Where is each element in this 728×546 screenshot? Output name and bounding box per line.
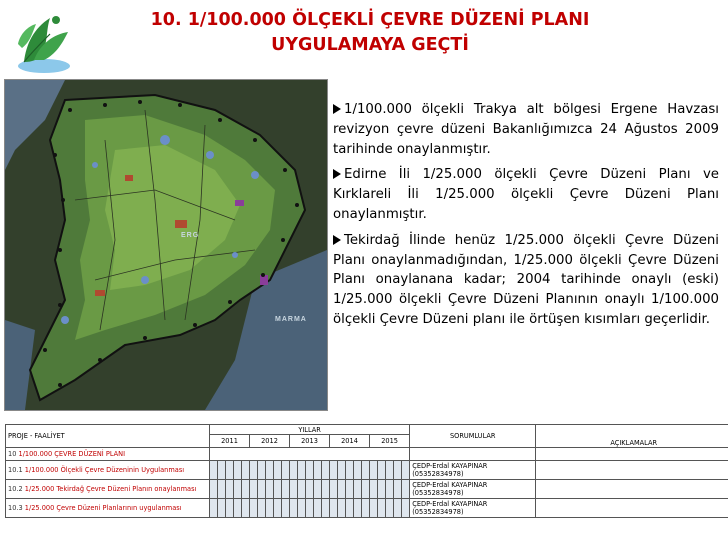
timeline-cell xyxy=(378,499,386,518)
section-cell xyxy=(6,448,210,461)
table-row xyxy=(6,499,728,518)
row-notes xyxy=(536,461,728,480)
timeline-cell xyxy=(290,480,298,499)
timeline-cell xyxy=(338,461,346,480)
timeline-cell xyxy=(362,480,370,499)
timeline-cell xyxy=(314,499,322,518)
timeline-cell xyxy=(274,461,282,480)
row-number: 10.1 xyxy=(8,466,23,474)
row-activity xyxy=(6,480,210,499)
row-responsible: ÇEDP-Erdal KAYAPINAR (05352834978) xyxy=(410,461,536,480)
title-line-2: UYGULAMAYA GEÇTİ xyxy=(271,35,469,55)
timeline-cell xyxy=(378,461,386,480)
table-section-row xyxy=(6,448,728,461)
timeline-cell xyxy=(362,499,370,518)
timeline-cell xyxy=(346,480,354,499)
timeline-cell xyxy=(266,461,274,480)
timeline-cell xyxy=(306,461,314,480)
timeline-cell xyxy=(354,480,362,499)
logo xyxy=(4,4,78,78)
bullet-text: Edirne İli 1/25.000 ölçekli Çevre Düzeni Planı ve Kırklareli İli 1/25.000 ölçekli Çevre Düzeni Planı onaylanmıştır. xyxy=(333,167,719,222)
timeline-cell xyxy=(402,480,410,499)
timeline-cell xyxy=(234,480,242,499)
timeline-cell xyxy=(322,480,330,499)
timeline-cell xyxy=(322,461,330,480)
timeline-cell xyxy=(218,480,226,499)
timeline-cell xyxy=(338,480,346,499)
map-label-marma: MARMA xyxy=(275,316,307,323)
timeline-cell xyxy=(274,499,282,518)
timeline-cell xyxy=(210,461,218,480)
table-row xyxy=(6,461,728,480)
timeline-cell xyxy=(226,499,234,518)
section-number: 10 xyxy=(8,450,17,458)
timeline-cell xyxy=(330,461,338,480)
row-notes xyxy=(536,480,728,499)
map-label-erg: ERG xyxy=(181,232,200,239)
bullet-item xyxy=(333,100,719,159)
timeline-cell xyxy=(370,461,378,480)
section-empty-responsible xyxy=(410,448,536,461)
timeline-cell xyxy=(266,499,274,518)
timeline-cell xyxy=(234,461,242,480)
timeline-cell xyxy=(346,461,354,480)
timeline-cell xyxy=(290,461,298,480)
timeline-cell xyxy=(378,480,386,499)
timeline-cell xyxy=(242,480,250,499)
map-graphic xyxy=(5,80,327,410)
timeline-cell xyxy=(282,499,290,518)
row-responsible: ÇEDP-Erdal KAYAPINAR (05352834978) xyxy=(410,499,536,518)
timeline-cell xyxy=(266,480,274,499)
row-activity xyxy=(6,499,210,518)
timeline-cell xyxy=(402,461,410,480)
timeline-cell xyxy=(242,461,250,480)
timeline-cell xyxy=(386,480,394,499)
timeline-cell xyxy=(306,480,314,499)
timeline-cell xyxy=(314,480,322,499)
timeline-cell xyxy=(282,480,290,499)
arrow-bullet-icon xyxy=(333,169,341,179)
timeline-cell xyxy=(290,499,298,518)
timeline-cell xyxy=(394,499,402,518)
timeline-cell xyxy=(226,480,234,499)
timeline-cell xyxy=(386,461,394,480)
bullet-text: 1/100.000 ölçekli Trakya alt bölgesi Ergene Havzası revizyon çevre düzeni Bakanlığımızca 24 Ağustos 2009 tarihinde onaylanmıştır. xyxy=(333,102,719,157)
timeline-cell xyxy=(354,499,362,518)
section-label: 1/100.000 ÇEVRE DÜZENİ PLANI xyxy=(18,450,126,458)
timeline-cell xyxy=(226,461,234,480)
timeline-cell xyxy=(218,499,226,518)
timeline-cell xyxy=(274,480,282,499)
table-header-row xyxy=(6,425,728,435)
leaf-logo-icon xyxy=(4,4,78,78)
year-2011: 2011 xyxy=(210,435,250,448)
header-years: YILLAR xyxy=(210,425,410,435)
bullet-item xyxy=(333,231,719,330)
table-row xyxy=(6,480,728,499)
timeline-cell xyxy=(242,499,250,518)
header-responsible: SORUMLULAR xyxy=(410,425,536,448)
title-line-1: 10. 1/100.000 ÖLÇEKLİ ÇEVRE DÜZENİ PLANI xyxy=(150,10,590,30)
section-empty xyxy=(210,448,410,461)
timeline-cell xyxy=(322,499,330,518)
arrow-bullet-icon xyxy=(333,104,341,114)
header-project: PROJE - FAALİYET xyxy=(6,425,210,448)
row-number: 10.3 xyxy=(8,504,23,512)
timeline-cell xyxy=(386,499,394,518)
timeline-cell xyxy=(338,499,346,518)
row-number: 10.2 xyxy=(8,485,23,493)
timeline-cell xyxy=(314,461,322,480)
header-notes: AÇIKLAMALAR xyxy=(536,425,728,448)
row-label: 1/25.000 Çevre Düzeni Planlarının uygulanması xyxy=(24,504,182,512)
row-responsible: ÇEDP-Erdal KAYAPINAR (05352834978) xyxy=(410,480,536,499)
timeline-cell xyxy=(282,461,290,480)
timeline-cell xyxy=(250,499,258,518)
timeline-cell xyxy=(362,461,370,480)
timeline-cell xyxy=(258,461,266,480)
row-label: 1/100.000 Ölçekli Çevre Düzeninin Uygulanması xyxy=(24,466,185,474)
timeline-cell xyxy=(402,499,410,518)
timeline-cell xyxy=(298,480,306,499)
year-2014: 2014 xyxy=(330,435,370,448)
timeline-cell xyxy=(258,480,266,499)
row-label: 1/25.000 Tekirdağ Çevre Düzeni Planın onaylanması xyxy=(24,485,197,493)
bullet-item xyxy=(333,165,719,224)
arrow-bullet-icon xyxy=(333,235,341,245)
timeline-cell xyxy=(370,499,378,518)
timeline-cell xyxy=(346,499,354,518)
year-2015: 2015 xyxy=(370,435,410,448)
slide-title xyxy=(90,8,650,58)
section-empty-notes xyxy=(536,448,728,461)
timeline-cell xyxy=(354,461,362,480)
timeline-cell xyxy=(306,499,314,518)
year-2013: 2013 xyxy=(290,435,330,448)
timeline-cell xyxy=(250,480,258,499)
bullet-text: Tekirdağ İlinde henüz 1/25.000 ölçekli Çevre Düzeni Planı onaylanmadığından, 1/25.000 ölçekli Çevre Düzeni Planı onaylanana kadar; 2004 tarihinde onaylı (eski) 1/25.000 ölçekli Çevre Düzeni Planının onaylı 1/100.000 ölçekli Çevre Düzeni planı ile örtüşen kısımları geçerlidir. xyxy=(333,232,719,327)
timeline-cell xyxy=(370,480,378,499)
row-activity xyxy=(6,461,210,480)
timeline-cell xyxy=(258,499,266,518)
row-notes xyxy=(536,499,728,518)
timeline-cell xyxy=(210,499,218,518)
timeline-cell xyxy=(298,461,306,480)
timeline-cell xyxy=(330,480,338,499)
year-2012: 2012 xyxy=(250,435,290,448)
timeline-cell xyxy=(210,480,218,499)
timeline-cell xyxy=(250,461,258,480)
project-schedule-table xyxy=(5,424,728,518)
timeline-cell xyxy=(330,499,338,518)
timeline-cell xyxy=(218,461,226,480)
timeline-cell xyxy=(298,499,306,518)
bullet-list xyxy=(333,100,719,336)
timeline-cell xyxy=(394,461,402,480)
timeline-cell xyxy=(234,499,242,518)
thrace-plan-map xyxy=(4,79,328,411)
timeline-cell xyxy=(394,480,402,499)
